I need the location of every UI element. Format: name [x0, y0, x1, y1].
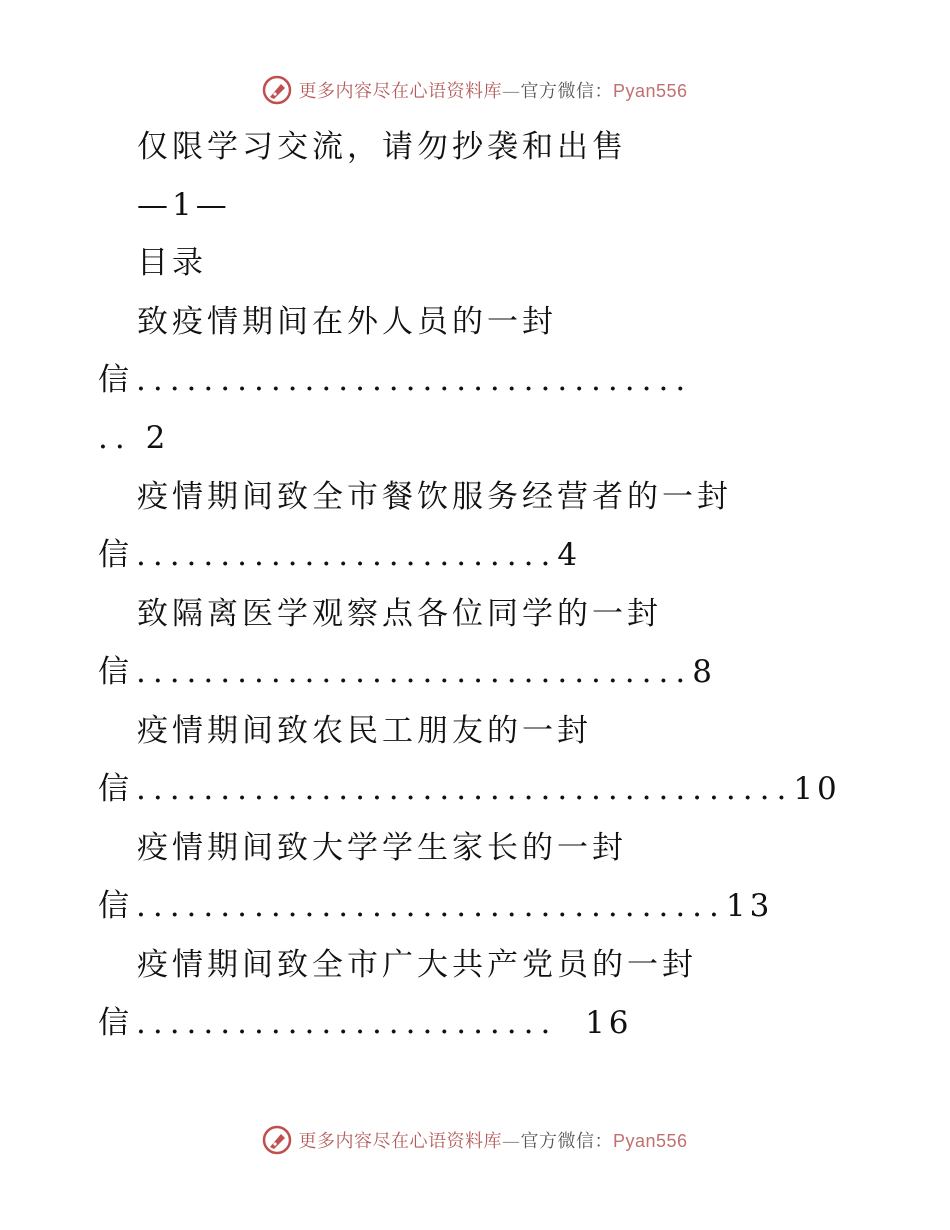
toc-entry-leader	[98, 886, 773, 926]
toc-entry-title[interactable]: 疫情期间致大学学生家长的一封	[137, 830, 627, 866]
banner-wechat-handle: Pyan556	[612, 1131, 688, 1151]
toc-entry-leader	[98, 535, 581, 575]
footer-banner	[0, 1120, 950, 1160]
toc-leader-dots: 信.................................	[98, 654, 693, 690]
toc-entry-leader	[98, 652, 716, 692]
toc-leader-dots: 信.................................	[98, 362, 693, 398]
banner-official-label: 官方微信：	[520, 1131, 613, 1152]
toc-entry-title[interactable]: 致疫情期间在外人员的一封	[137, 304, 557, 340]
toc-page-number[interactable]: 8	[692, 654, 716, 690]
toc-leader-dots: 信.........................	[98, 1005, 558, 1041]
toc-page-number[interactable]: 16	[585, 1005, 633, 1041]
banner-official-label: 官方微信：	[520, 81, 613, 102]
banner-dash: —	[501, 1131, 521, 1152]
toc-entry-leader	[98, 360, 692, 400]
toc-title: 目录	[137, 245, 207, 281]
toc-page-number[interactable]: 10	[793, 771, 841, 807]
toc-page-number[interactable]: 2	[145, 420, 170, 456]
toc-entry-title[interactable]: 疫情期间致全市餐饮服务经营者的一封	[137, 479, 732, 515]
banner-main-text: 更多内容尽在心语资料库	[298, 81, 502, 102]
toc-leader-dots: 信.........................	[98, 537, 558, 573]
toc-entry-title[interactable]: 疫情期间致农民工朋友的一封	[137, 713, 592, 749]
notice-text: 仅限学习交流，请勿抄袭和出售	[137, 129, 627, 165]
toc-entry-leader	[98, 1003, 633, 1043]
banner-main-text: 更多内容尽在心语资料库	[298, 1131, 502, 1152]
banner-text	[298, 1127, 687, 1153]
toc-entry-title[interactable]: 致隔离医学观察点各位同学的一封	[137, 596, 662, 632]
banner-dash: —	[501, 81, 521, 102]
pen-nib-logo-icon	[262, 75, 292, 105]
banner-text	[298, 77, 687, 103]
toc-leader-dots: 信.......................................	[98, 771, 794, 807]
header-banner	[0, 70, 950, 110]
toc-entry-title[interactable]: 疫情期间致全市广大共产党员的一封	[137, 947, 697, 983]
banner-wechat-handle: Pyan556	[612, 81, 688, 101]
toc-page-number[interactable]: 4	[557, 537, 582, 573]
toc-entry-leader	[98, 769, 841, 809]
toc-leader-dots: 信...................................	[98, 888, 726, 924]
page-marker: —1—	[137, 187, 231, 223]
toc-page-number[interactable]: 13	[725, 888, 774, 924]
toc-entry-leader-continued	[98, 418, 169, 458]
pen-nib-logo-icon	[262, 1125, 292, 1155]
toc-leader-dots: ..	[98, 420, 132, 456]
